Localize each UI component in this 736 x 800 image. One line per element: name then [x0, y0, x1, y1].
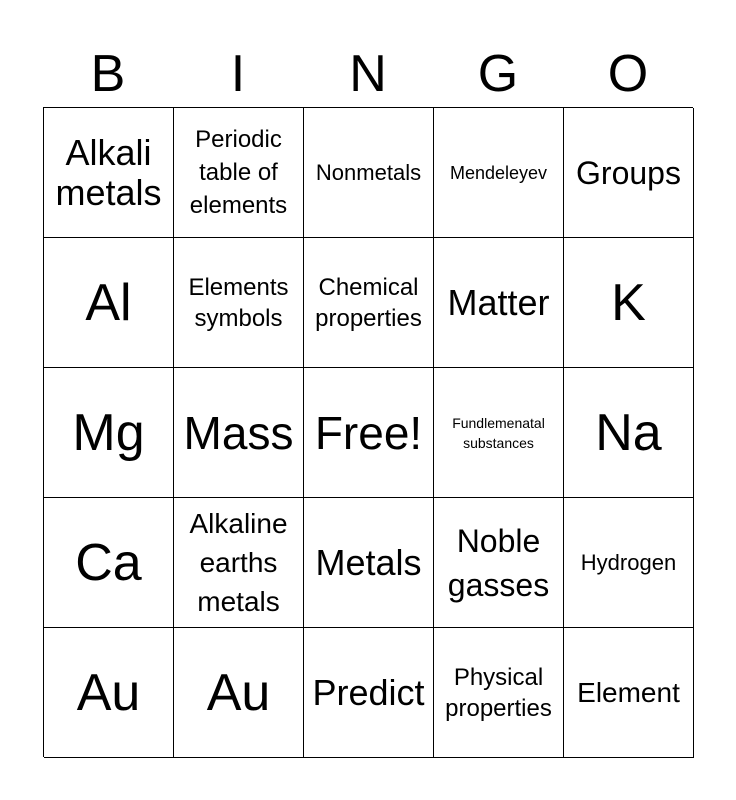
bingo-cell-label: K [611, 273, 646, 332]
bingo-cell-label: Mg [72, 403, 145, 462]
bingo-cell[interactable] [304, 368, 434, 498]
bingo-cell[interactable] [564, 498, 694, 628]
bingo-cell[interactable] [304, 238, 434, 368]
bingo-cell[interactable] [44, 628, 174, 758]
bingo-cell-label: Element [577, 677, 680, 708]
bingo-cell[interactable] [434, 368, 564, 498]
bingo-cell[interactable] [174, 238, 304, 368]
bingo-cell-label: Predict [312, 671, 425, 713]
bingo-cell[interactable] [44, 108, 174, 238]
bingo-cell-label: Periodic table of elements [189, 126, 288, 219]
bingo-cell-label: Physical properties [445, 663, 552, 722]
bingo-cell[interactable] [44, 238, 174, 368]
bingo-cell-label: Al [85, 273, 132, 332]
bingo-cell-label: Metals [315, 541, 422, 583]
bingo-cell[interactable] [304, 108, 434, 238]
bingo-cell-label: Free! [314, 406, 423, 459]
bingo-cell-label: Alkaline earths metals [189, 508, 288, 617]
bingo-cell-label: Au [76, 663, 141, 722]
bingo-cell-label: Alkali metals [55, 131, 162, 213]
bingo-cell[interactable] [174, 108, 304, 238]
bingo-cell[interactable] [564, 108, 694, 238]
header-letter-b: B [90, 45, 126, 103]
bingo-cell-label: Na [595, 403, 662, 462]
bingo-card-grid [43, 107, 693, 757]
bingo-cell[interactable] [434, 628, 564, 758]
header-letter-i: I [230, 45, 246, 103]
bingo-cell[interactable] [44, 498, 174, 628]
bingo-cell-label: Mendeleyev [449, 162, 548, 183]
bingo-cell[interactable] [564, 238, 694, 368]
bingo-cell-label: Ca [75, 533, 142, 592]
bingo-cell-label: Au [206, 663, 271, 722]
bingo-cell-label: Noble gasses [447, 522, 550, 603]
bingo-cell[interactable] [564, 628, 694, 758]
bingo-cell-label: Mass [183, 406, 294, 459]
bingo-cell-label: Hydrogen [580, 550, 677, 575]
bingo-cell[interactable] [434, 498, 564, 628]
bingo-cell-label: Fundlemenatal substances [452, 414, 545, 451]
bingo-cell-label: Groups [576, 154, 681, 191]
bingo-cell[interactable] [564, 368, 694, 498]
bingo-cell-label: Elements symbols [188, 273, 289, 332]
bingo-cell[interactable] [304, 628, 434, 758]
bingo-cell[interactable] [44, 368, 174, 498]
bingo-cell[interactable] [434, 108, 564, 238]
bingo-cell[interactable] [434, 238, 564, 368]
bingo-cell-label: Nonmetals [315, 160, 422, 185]
bingo-cell[interactable] [174, 368, 304, 498]
bingo-cell[interactable] [174, 628, 304, 758]
bingo-header [43, 40, 693, 108]
header-letter-g: G [477, 45, 519, 103]
bingo-cell[interactable] [174, 498, 304, 628]
bingo-cell-label: Chemical properties [315, 273, 422, 332]
bingo-cell[interactable] [304, 498, 434, 628]
bingo-cell-label: Matter [447, 281, 550, 323]
header-letter-o: O [607, 45, 649, 103]
header-letter-n: N [349, 45, 387, 103]
